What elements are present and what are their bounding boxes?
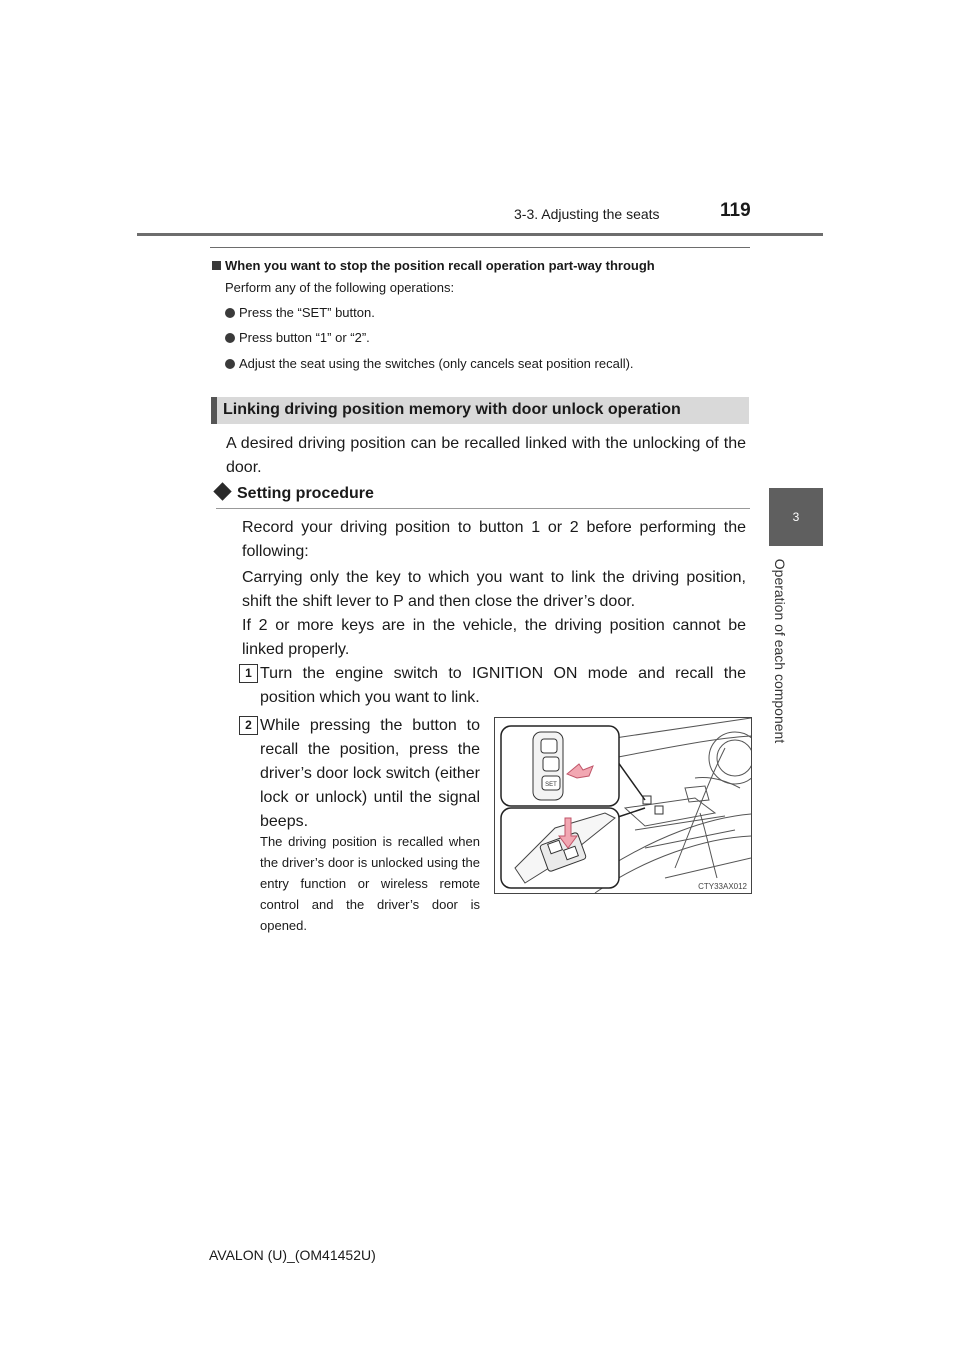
step-2-note: The driving position is recalled when the driver’s door is unlocked using the entry function or wireless remote control and the driver’s door is opened. <box>260 834 480 933</box>
square-bullet-icon <box>212 261 221 270</box>
list-item: Press the “SET” button. <box>225 305 375 320</box>
step-number-1: 1 <box>239 664 258 683</box>
stop-recall-intro: Perform any of the following operations: <box>225 280 455 295</box>
bullet-dot-icon <box>225 333 235 343</box>
list-item: Adjust the seat using the switches (only cancels seat position recall). <box>225 356 634 371</box>
stop-recall-heading: When you want to stop the position recall operation part-way through <box>212 258 655 273</box>
bullet-dot-icon <box>225 308 235 318</box>
linking-intro: A desired driving position can be recalled linked with the unlocking of the door. <box>226 435 746 476</box>
banner-accent-bar <box>211 397 217 424</box>
chapter-title: Operation of each component <box>772 558 788 744</box>
procedure-paragraph-2: Carrying only the key to which you want to link the driving position, shift the shift lever to P and then close the driver’s door. <box>242 569 746 610</box>
procedure-paragraph-3: If 2 or more keys are in the vehicle, the driving position cannot be linked properly. <box>242 617 746 658</box>
procedure-paragraph-1: Record your driving position to button 1 or 2 before performing the following: <box>242 519 746 560</box>
footer-model-code: AVALON (U)_(OM41452U) <box>209 1247 376 1263</box>
figure-code: CTY33AX012 <box>698 882 747 891</box>
list-item: Press button “1” or “2”. <box>225 330 370 345</box>
step-2-text: While pressing the button to recall the position, press the driver’s door lock switch (either lock or unlock) until the signal beeps. <box>260 717 480 830</box>
page-number: 119 <box>720 200 751 221</box>
bullet-dot-icon <box>225 359 235 369</box>
procedure-divider <box>216 508 750 509</box>
set-button-label: SET <box>545 782 557 788</box>
step-1-text: Turn the engine switch to IGNITION ON mode and recall the position which you want to link. <box>260 665 746 706</box>
section-divider <box>210 247 750 248</box>
step-number-2: 2 <box>239 716 258 735</box>
header-divider <box>137 233 823 236</box>
chapter-number: 3 <box>792 510 800 524</box>
diamond-bullet-icon <box>213 482 231 500</box>
setting-procedure-heading: Setting procedure <box>216 485 374 503</box>
door-panel-drawing <box>495 718 751 893</box>
linking-banner-title: Linking driving position memory with door unlock operation <box>223 401 681 418</box>
header-section-title: 3-3. Adjusting the seats <box>514 206 660 222</box>
door-switch-illustration <box>494 717 752 894</box>
